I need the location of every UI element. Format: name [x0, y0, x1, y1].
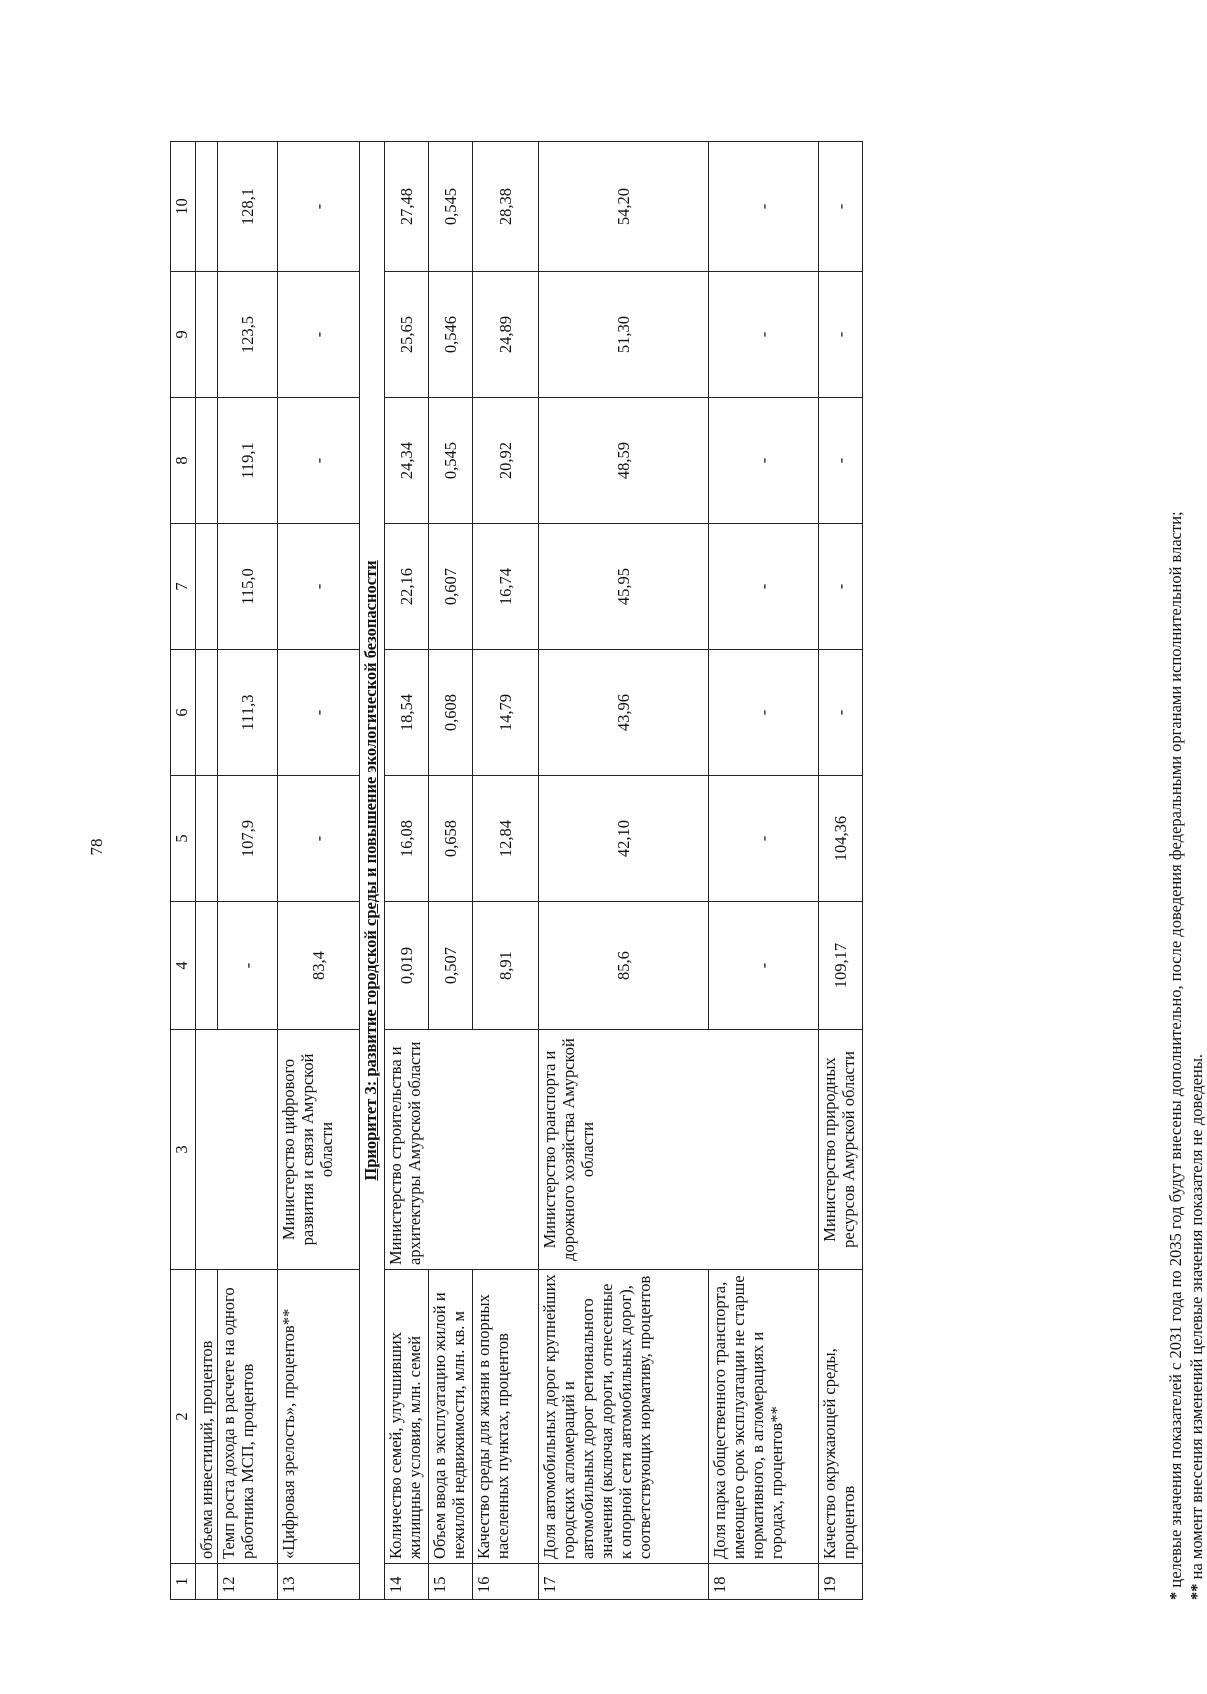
page-number: 78	[87, 838, 106, 856]
indicator-name: Качество окружающей среды, процентов	[819, 1270, 863, 1564]
value-cell: 0,658	[429, 776, 473, 902]
table-row	[196, 142, 218, 1600]
header-cell: 5	[171, 776, 196, 902]
indicator-name: Качество среды для жизни в опорных населенных пунктах, процентов	[473, 1270, 539, 1564]
footnote-mark: *	[1166, 1591, 1185, 1600]
header-cell: 3	[171, 1030, 196, 1270]
value-cell: 119,1	[218, 398, 278, 524]
value-cell: -	[278, 524, 360, 650]
value-cell: -	[709, 650, 819, 776]
value-cell: -	[709, 776, 819, 902]
value-cell: -	[218, 902, 278, 1030]
value-cell: 115,0	[218, 524, 278, 650]
value-cell: 85,6	[539, 902, 709, 1030]
value-cell: 83,4	[278, 902, 360, 1030]
value-cell: 24,34	[385, 398, 429, 524]
value-cell: 123,5	[218, 272, 278, 398]
indicators-table	[170, 141, 863, 1600]
footnote	[1165, 140, 1186, 1600]
table-row	[218, 142, 278, 1600]
value-cell	[196, 650, 218, 776]
value-cell: -	[278, 142, 360, 272]
value-cell: 0,545	[429, 142, 473, 272]
indicator-name: Объем ввода в эксплуатацию жилой и нежилой недвижимости, млн. кв. м	[429, 1270, 473, 1564]
value-cell: 0,545	[429, 398, 473, 524]
value-cell: 42,10	[539, 776, 709, 902]
header-cell: 7	[171, 524, 196, 650]
value-cell	[196, 142, 218, 272]
header-cell: 9	[171, 272, 196, 398]
header-row	[171, 142, 196, 1600]
table-row	[278, 142, 360, 1600]
responsible-org: Министерство транспорта и дорожного хозяйства Амурской области	[539, 1030, 819, 1270]
row-number	[196, 1564, 218, 1600]
header-cell: 10	[171, 142, 196, 272]
value-cell: 0,019	[385, 902, 429, 1030]
value-cell: 51,30	[539, 272, 709, 398]
table-row	[539, 142, 709, 1600]
value-cell: -	[278, 398, 360, 524]
responsible-org: Министерство цифрового развития и связи Амурской области	[278, 1030, 360, 1270]
header-cell: 2	[171, 1270, 196, 1564]
value-cell: 16,08	[385, 776, 429, 902]
row-number: 15	[429, 1564, 473, 1600]
value-cell: 128,1	[218, 142, 278, 272]
row-number: 14	[385, 1564, 429, 1600]
footnote-text: на момент внесения изменений целевые значения показателя не доведены.	[1187, 1053, 1206, 1580]
responsible-org	[196, 1030, 278, 1270]
value-cell: 20,92	[473, 398, 539, 524]
value-cell: -	[819, 142, 863, 272]
indicator-name: Доля парка общественного транспорта, имеющего срок эксплуатации не старше нормативного, в агломерациях и городах, процентов**	[709, 1270, 819, 1564]
row-number: 16	[473, 1564, 539, 1600]
value-cell: 27,48	[385, 142, 429, 272]
value-cell: -	[278, 272, 360, 398]
value-cell: -	[709, 902, 819, 1030]
value-cell: -	[709, 142, 819, 272]
value-cell	[196, 902, 218, 1030]
value-cell: 54,20	[539, 142, 709, 272]
row-number: 17	[539, 1564, 709, 1600]
header-cell: 1	[171, 1564, 196, 1600]
value-cell: 45,95	[539, 524, 709, 650]
indicator-name: «Цифровая зрелость», процентов**	[278, 1270, 360, 1564]
table-row	[709, 142, 819, 1600]
value-cell: -	[819, 650, 863, 776]
table-row	[429, 142, 473, 1600]
value-cell: -	[819, 398, 863, 524]
header-cell: 6	[171, 650, 196, 776]
value-cell	[196, 272, 218, 398]
value-cell: 12,84	[473, 776, 539, 902]
responsible-org: Министерство природных ресурсов Амурской области	[819, 1030, 863, 1270]
value-cell: 48,59	[539, 398, 709, 524]
footnote-mark: **	[1187, 1583, 1206, 1600]
row-number: 19	[819, 1564, 863, 1600]
value-cell: 18,54	[385, 650, 429, 776]
value-cell: 0,607	[429, 524, 473, 650]
value-cell: 104,36	[819, 776, 863, 902]
table-row	[819, 142, 863, 1600]
value-cell: -	[819, 524, 863, 650]
value-cell	[196, 776, 218, 902]
value-cell: 0,546	[429, 272, 473, 398]
value-cell	[196, 524, 218, 650]
header-cell: 8	[171, 398, 196, 524]
footnote-text: целевые значения показателей с 2031 года по 2035 год будут внесены дополнительно, после доведения федеральными органами исполнительной власти;	[1166, 511, 1185, 1588]
value-cell: 14,79	[473, 650, 539, 776]
value-cell: 109,17	[819, 902, 863, 1030]
value-cell: -	[278, 776, 360, 902]
value-cell: -	[709, 398, 819, 524]
indicator-name: объема инвестиций, процентов	[196, 1270, 218, 1564]
value-cell: 24,89	[473, 272, 539, 398]
value-cell: 8,91	[473, 902, 539, 1030]
value-cell	[196, 398, 218, 524]
table-row	[385, 142, 429, 1600]
value-cell: 16,74	[473, 524, 539, 650]
header-cell: 4	[171, 902, 196, 1030]
priority-row	[360, 142, 385, 1600]
value-cell: -	[278, 650, 360, 776]
value-cell: 43,96	[539, 650, 709, 776]
indicator-name: Темп роста дохода в расчете на одного работника МСП, процентов	[218, 1270, 278, 1564]
priority-heading: Приоритет 3: развитие городской среды и повышение экологической безопасности	[360, 142, 385, 1600]
row-number: 12	[218, 1564, 278, 1600]
value-cell: 25,65	[385, 272, 429, 398]
value-cell: 0,507	[429, 902, 473, 1030]
responsible-org: Министерство строительства и архитектуры Амурской области	[385, 1030, 539, 1270]
indicator-name: Доля автомобильных дорог крупнейших городских агломераций и автомобильных дорог регионального значения (включая дороги, отнесенные к опорной сети автомобильных дорог), соответствующих нормативу, процентов	[539, 1270, 709, 1564]
rotated-page-content	[170, 100, 1206, 1600]
value-cell: -	[709, 272, 819, 398]
footnotes	[1165, 140, 1207, 1600]
value-cell: -	[709, 524, 819, 650]
indicator-name: Количество семей, улучшивших жилищные условия, млн. семей	[385, 1270, 429, 1564]
value-cell: 107,9	[218, 776, 278, 902]
value-cell: 28,38	[473, 142, 539, 272]
table-row	[473, 142, 539, 1600]
value-cell: 0,608	[429, 650, 473, 776]
row-number: 13	[278, 1564, 360, 1600]
footnote	[1186, 140, 1207, 1600]
row-number: 18	[709, 1564, 819, 1600]
value-cell: 22,16	[385, 524, 429, 650]
value-cell: -	[819, 272, 863, 398]
value-cell: 111,3	[218, 650, 278, 776]
